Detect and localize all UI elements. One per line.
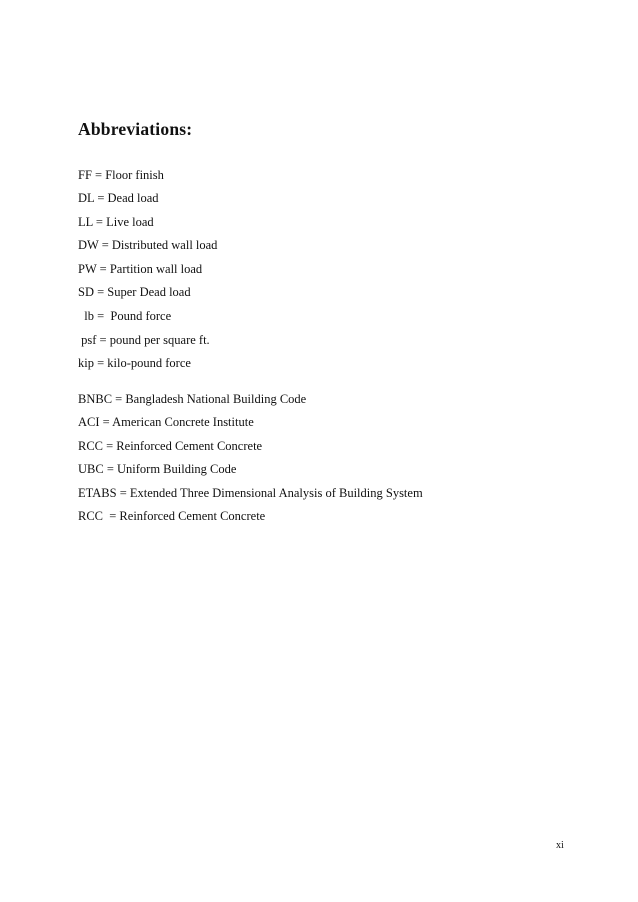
- abbreviation-ff: FF = Floor finish: [78, 168, 164, 182]
- abbreviation-lb: lb = Pound force: [78, 309, 172, 323]
- abbreviation-rcc: RCC = Reinforced Cement Concrete: [78, 439, 263, 453]
- page-number: xi: [556, 840, 564, 851]
- abbreviation-rcc-repeat: RCC = Reinforced Cement Concrete: [78, 509, 266, 523]
- abbreviation-bnbc: BNBC = Bangladesh National Building Code: [78, 392, 307, 406]
- abbreviation-ll: LL = Live load: [78, 215, 154, 229]
- abbreviation-sd: SD = Super Dead load: [78, 285, 191, 299]
- abbreviation-etabs: ETABS = Extended Three Dimensional Analysis of Building System: [78, 486, 423, 500]
- abbreviation-dl: DL = Dead load: [78, 191, 159, 205]
- abbreviation-pw: PW = Partition wall load: [78, 262, 203, 276]
- abbreviation-aci: ACI = American Concrete Institute: [78, 415, 254, 429]
- page-heading: Abbreviations:: [78, 119, 193, 139]
- abbreviation-psf: psf = pound per square ft.: [78, 333, 210, 347]
- abbreviation-ubc: UBC = Uniform Building Code: [78, 462, 237, 476]
- abbreviation-kip: kip = kilo-pound force: [78, 356, 191, 370]
- abbreviation-dw: DW = Distributed wall load: [78, 238, 218, 252]
